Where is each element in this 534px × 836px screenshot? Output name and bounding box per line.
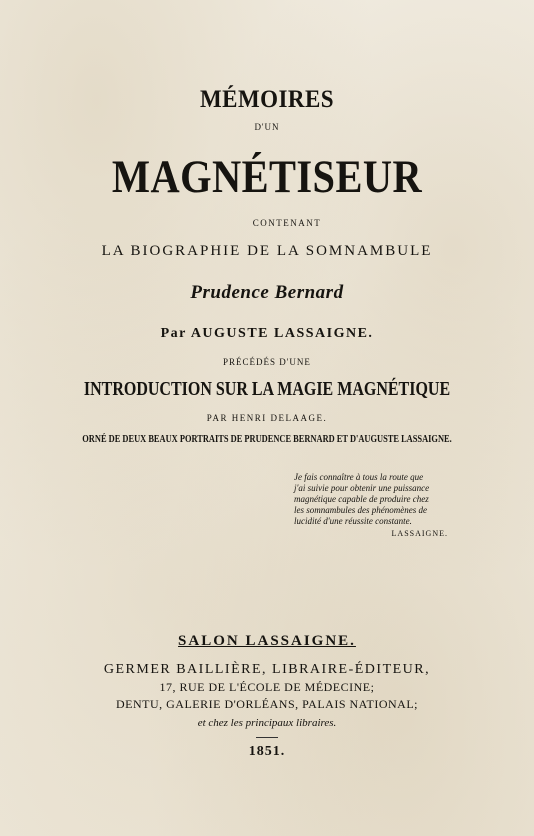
epigraph-line: j'ai suivie pour obtenir une puissance [294, 483, 430, 493]
subtitle-contenant: CONTENANT [252, 218, 322, 228]
publisher-salon: SALON LASSAIGNE. [178, 633, 356, 649]
epigraph-line: Je fais connaître à tous la route que [294, 472, 424, 482]
author-line: Par AUGUSTE LASSAIGNE. [160, 326, 374, 341]
introduction-title: INTRODUCTION SUR LA MAGIE MAGNÉTIQUE [83, 378, 451, 400]
epigraph-signature: LASSAIGNE. [391, 529, 448, 538]
publisher-dentu: DENTU, GALERIE D'ORLÉANS, PALAIS NATIONAL; [115, 697, 419, 711]
publisher-address: 17, RUE DE L'ÉCOLE DE MÉDECINE; [159, 680, 375, 694]
publisher-germer: GERMER BAILLIÈRE, LIBRAIRE-ÉDITEUR, [103, 662, 431, 677]
publication-year: 1851. [248, 744, 286, 759]
epigraph-line: magnétique capable de produire chez [294, 494, 429, 504]
title-magnetiseur: MAGNÉTISEUR [111, 151, 423, 203]
subtitle-biographie: LA BIOGRAPHIE DE LA SOMNAMBULE [101, 243, 433, 259]
delaage-line: PAR HENRI DELAAGE. [206, 413, 328, 423]
epigraph [294, 472, 452, 539]
title-dun: D'UN [254, 122, 280, 132]
title-memoires: MÉMOIRES [199, 86, 335, 113]
epigraph-line: les somnambules des phénomènes de [294, 505, 427, 515]
divider-rule [256, 737, 278, 738]
portraits-line: ORNÉ DE DEUX BEAUX PORTRAITS DE PRUDENCE BERNARD ET D'AUGUSTE LASSAIGNE. [82, 434, 452, 445]
preceded-line: PRÉCÉDÉS D'UNE [223, 357, 311, 367]
epigraph-line: lucidité d'une réussite constante. [294, 516, 412, 526]
publisher-libraires: et chez les principaux libraires. [197, 717, 337, 729]
subtitle-prudence-bernard: Prudence Bernard [190, 282, 344, 303]
